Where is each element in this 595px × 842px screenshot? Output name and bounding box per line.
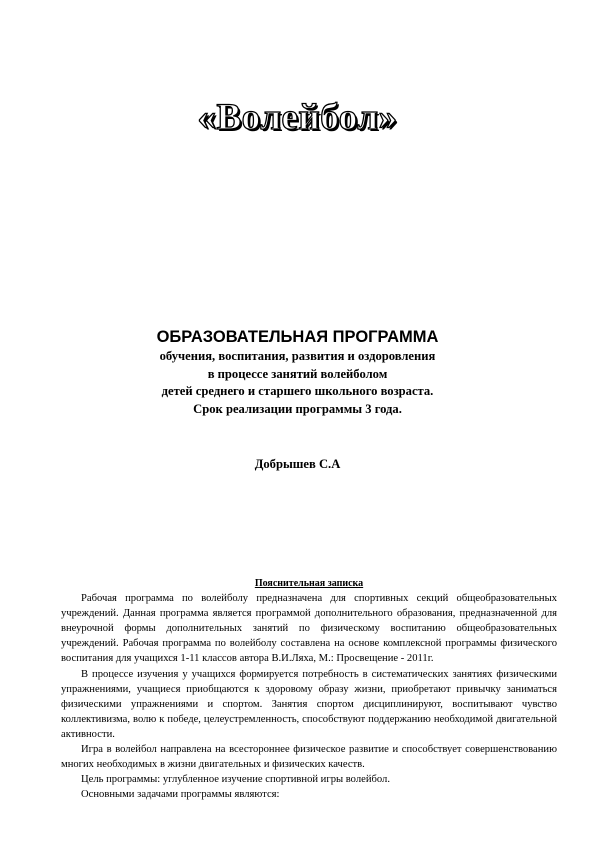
program-line: детей среднего и старшего школьного возраста.: [161, 384, 434, 398]
note-paragraph: Основными задачами программы являются:: [81, 789, 280, 801]
author-name: Добрышев С.А: [254, 457, 341, 471]
note-paragraph: Рабочая программа по волейболу предназначена для спортивных секций общеобразовательных учреждений. Данная программа является программой дополнительного образования, предназначенной для внеурочной формы дополнительных занятий по физическому воспитанию общеобразовательных учреждений. Рабочая программа по волейболу составлена на основе комплексной программы физического воспитания для учащихся 1-11 классов автора В.И.Ляха, М.: Просвещение - 2011г.: [61, 593, 557, 665]
program-line: Срок реализации программы 3 года.: [193, 401, 402, 416]
note-paragraph: Игра в волейбол направлена на всестороннее физическое развитие и способствует совершенствованию многих необходимых в жизни двигательных и физических качеств.: [61, 744, 557, 771]
note-paragraph: Цель программы: углубленное изучение спортивной игры волейбол.: [81, 774, 390, 786]
note-heading: Пояснительная записка: [254, 578, 364, 589]
program-line: в процессе занятий волейболом: [207, 366, 388, 381]
note-paragraph: В процессе изучения у учащихся формируется потребность в систематических занятиях физическими упражнениями, учащиеся приобщаются к здоровому образу жизни, приобретают привычку заниматься физическими упражнениями и спортом. Занятия спортом дисциплинируют, воспитывают чувство коллективизма, волю к победе, целеустремленность, способствуют поддержанию необходимой двигательной активности.: [61, 668, 557, 740]
explanatory-note: [61, 576, 557, 802]
program-heading: ОБРАЗОВАТЕЛЬНАЯ ПРОГРАММА: [156, 328, 439, 346]
program-line: обучения, воспитания, развития и оздоровления: [159, 349, 436, 363]
program-block: [0, 326, 595, 418]
document-title: «Волейбол»: [197, 97, 398, 138]
